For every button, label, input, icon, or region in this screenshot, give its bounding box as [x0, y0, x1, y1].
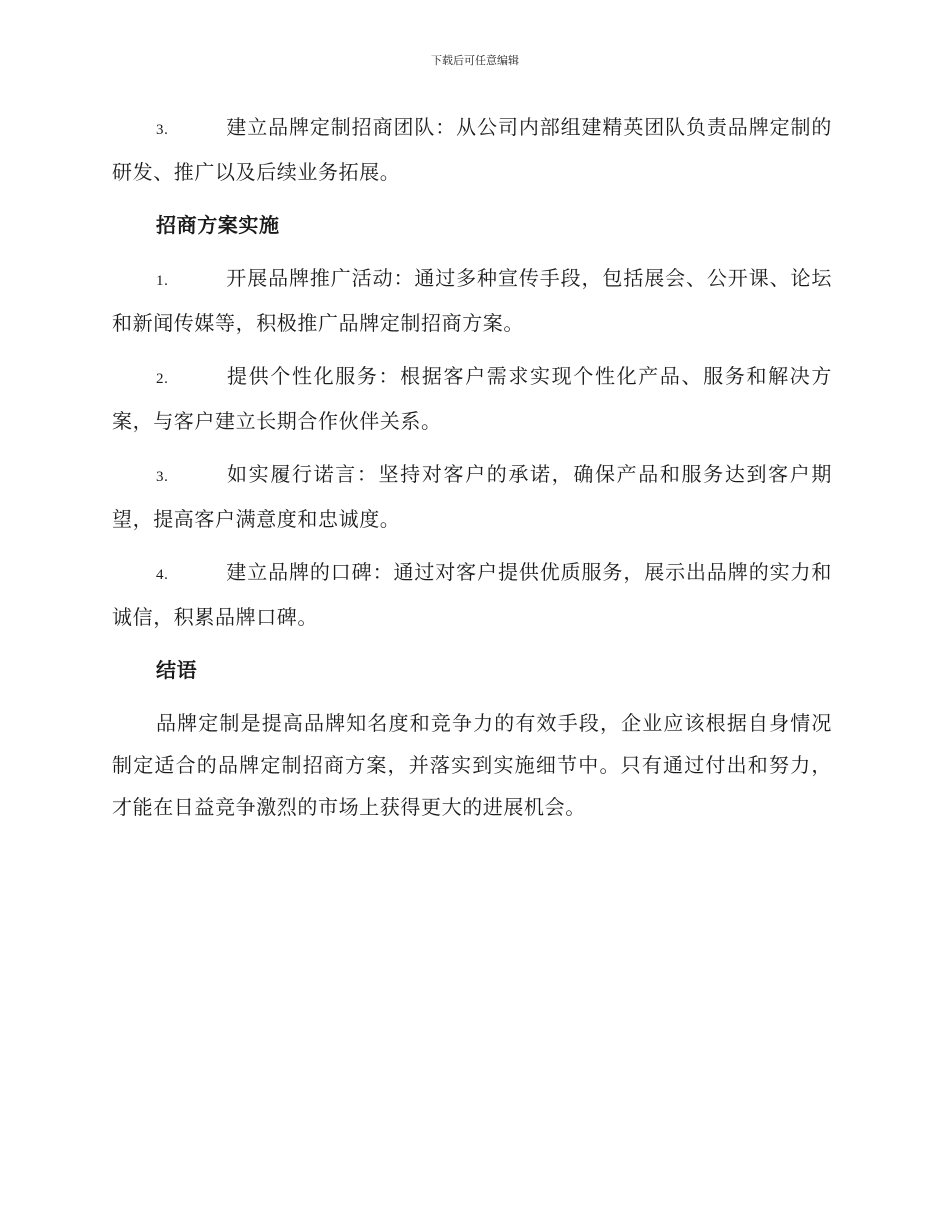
list-item-text: 开展品牌推广活动：通过多种宣传手段，包括展会、公开课、论坛和新闻传媒等，积极推广品牌定制招商方案。	[112, 266, 832, 335]
conclusion-paragraph: 品牌定制是提高品牌知名度和竞争力的有效手段，企业应该根据自身情况制定适合的品牌定制招商方案，并落实到实施细节中。只有通过付出和努力，才能在日益竞争激烈的市场上获得更大的进展机会。	[112, 711, 832, 819]
section-heading-implementation: 招商方案实施	[156, 213, 280, 237]
list-item-number: 3.	[156, 469, 169, 485]
list-item-text: 建立品牌的口碑：通过对客户提供优质服务，展示出品牌的实力和诚信，积累品牌口碑。	[112, 560, 832, 629]
list-item-number: 3.	[156, 122, 169, 138]
list-item-text: 建立品牌定制招商团队：从公司内部组建精英团队负责品牌定制的研发、推广以及后续业务拓展。	[112, 115, 832, 184]
section-heading-conclusion: 结语	[156, 658, 198, 682]
list-item-text: 如实履行诺言：坚持对客户的承诺，确保产品和服务达到客户期望，提高客户满意度和忠诚度。	[112, 462, 832, 531]
list-item	[112, 355, 832, 442]
list-item	[112, 551, 832, 638]
list-item-number: 4.	[156, 567, 169, 583]
list-item	[112, 453, 832, 540]
list-item-number: 1.	[156, 273, 169, 289]
document-body	[112, 106, 832, 828]
list-item	[112, 106, 832, 193]
list-item-text: 提供个性化服务：根据客户需求实现个性化产品、服务和解决方案，与客户建立长期合作伙伴关系。	[112, 364, 832, 433]
list-item-number: 2.	[156, 371, 169, 387]
list-item	[112, 257, 832, 344]
page-header: 下载后可任意编辑	[431, 54, 519, 67]
